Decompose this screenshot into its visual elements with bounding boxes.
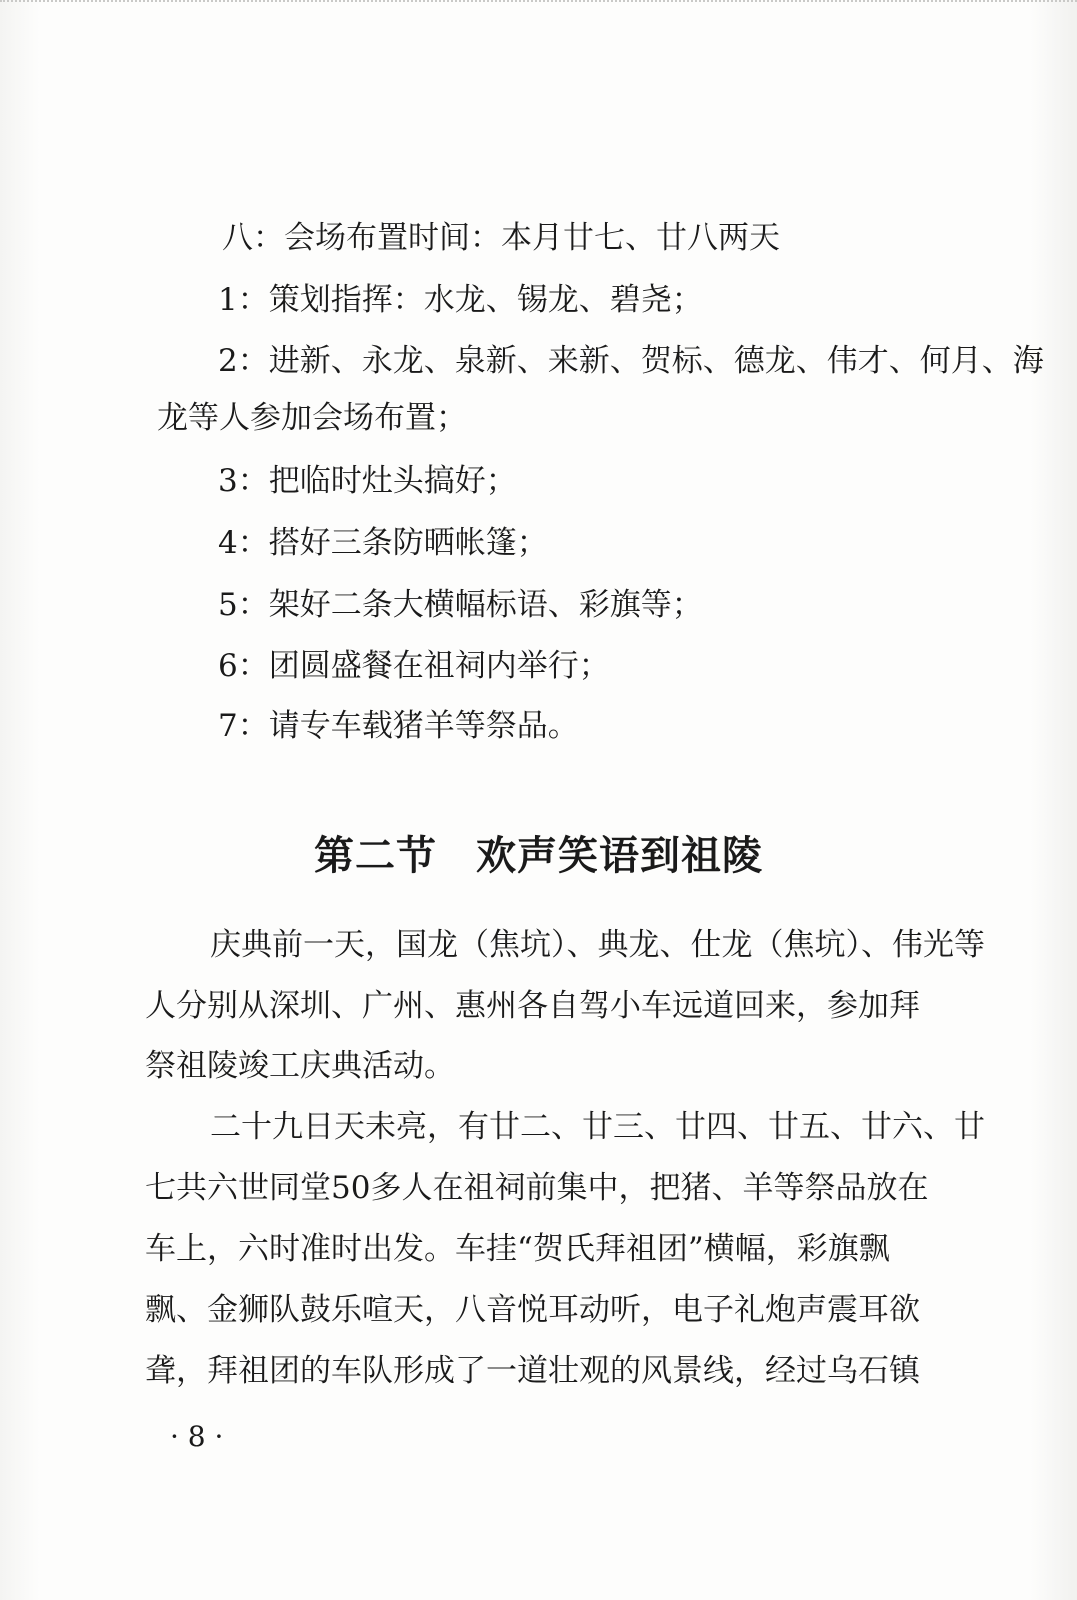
list-title: 八：会场布置时间：本月廿七、廿八两天 — [222, 220, 780, 256]
paragraph-line: 飘、金狮队鼓乐喧天，八音悦耳动听，电子礼炮声震耳欲 — [145, 1292, 920, 1328]
list-item: 5：架好二条大横幅标语、彩旗等； — [218, 587, 703, 623]
section-number: 第二节 — [314, 833, 438, 879]
page-number: · 8 · — [170, 1420, 224, 1453]
list-item: 7：请专车载猪羊等祭品。 — [218, 708, 579, 744]
list-item-continuation: 龙等人参加会场布置； — [157, 400, 467, 436]
paragraph-line: 祭祖陵竣工庆典活动。 — [145, 1048, 455, 1084]
paragraph-line: 车上，六时准时出发。车挂“贺氏拜祖团”横幅，彩旗飘 — [145, 1231, 890, 1267]
scan-top-edge — [0, 0, 1077, 8]
paragraph-line: 七共六世同堂50多人在祖祠前集中，把猪、羊等祭品放在 — [145, 1170, 929, 1206]
list-item: 6：团圆盛餐在祖祠内举行； — [218, 648, 610, 684]
paragraph-line: 二十九日天未亮，有廿二、廿三、廿四、廿五、廿六、廿 — [210, 1109, 985, 1145]
paragraph-line: 庆典前一天，国龙（焦坑）、典龙、仕龙（焦坑）、伟光等 — [210, 927, 985, 963]
section-title: 欢声笑语到祖陵 — [475, 833, 763, 879]
list-item: 3：把临时灶头搞好； — [218, 463, 517, 499]
list-item: 2：进新、永龙、泉新、来新、贺标、德龙、伟才、何月、海 — [218, 343, 1044, 379]
paragraph-line: 聋，拜祖团的车队形成了一道壮观的风景线，经过乌石镇 — [145, 1353, 920, 1389]
section-heading — [0, 828, 1077, 884]
list-item: 4：搭好三条防晒帐篷； — [218, 525, 548, 561]
paragraph-line: 人分别从深圳、广州、惠州各自驾小车远道回来，参加拜 — [145, 988, 920, 1024]
list-item: 1：策划指挥：水龙、锡龙、碧尧； — [218, 282, 703, 318]
